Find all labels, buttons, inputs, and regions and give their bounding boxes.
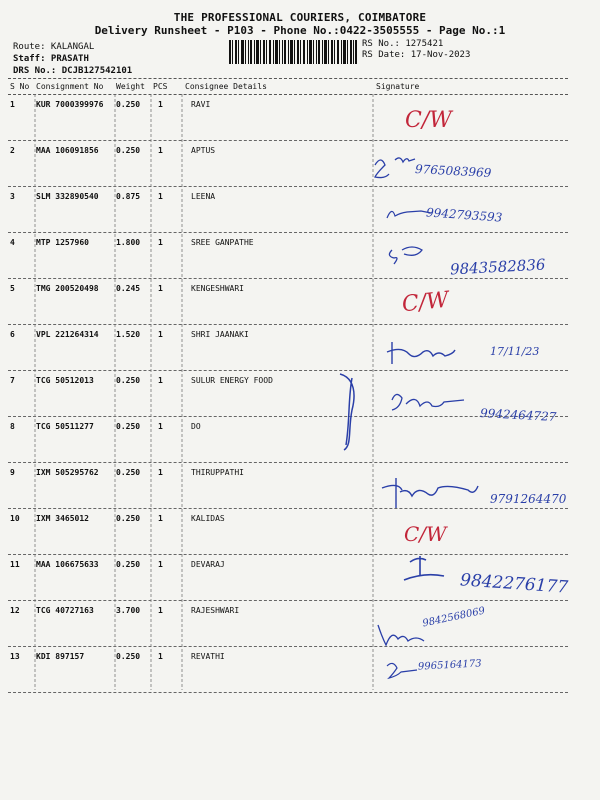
row-consignment: TMG 200520498 xyxy=(36,284,99,293)
signature-2 xyxy=(375,158,415,178)
row-consignee: LEENA xyxy=(191,192,216,201)
row-consignee: KENGESHWARI xyxy=(191,284,244,293)
handwriting-r1: C/W xyxy=(405,108,452,133)
row-consignee: APTUS xyxy=(191,146,216,155)
route-label: Route: KALANGAL xyxy=(13,42,95,52)
row-sno: 2 xyxy=(10,146,15,155)
row-sno: 10 xyxy=(10,514,20,523)
row-consignment: VPL 221264314 xyxy=(36,330,99,339)
row-consignment: TCG 40727163 xyxy=(36,606,94,615)
row-consignment: MAA 106091856 xyxy=(36,146,99,155)
row-weight: 0.250 xyxy=(116,560,141,569)
row-consignment: MAA 106675633 xyxy=(36,560,99,569)
row-weight: 0.245 xyxy=(116,284,141,293)
row-weight: 0.250 xyxy=(116,652,141,661)
row-sno: 13 xyxy=(10,652,20,661)
row-sno: 12 xyxy=(10,606,20,615)
rs-number: RS No.: 1275421 xyxy=(362,39,444,49)
row-pcs: 1 xyxy=(158,376,163,385)
row-pcs: 1 xyxy=(158,284,163,293)
row-pcs: 1 xyxy=(158,606,163,615)
row-consignee: DEVARAJ xyxy=(191,560,225,569)
col-consignee: Consignee Details xyxy=(185,82,267,91)
row-weight: 0.250 xyxy=(116,100,141,109)
row-sno: 6 xyxy=(10,330,15,339)
row-consignment: IXM 3465012 xyxy=(36,514,89,523)
handwriting-r9: 9791264470 xyxy=(490,492,567,506)
row-pcs: 1 xyxy=(158,238,163,247)
handwriting-r11: 9842276177 xyxy=(459,570,569,598)
row-consignment: TCG 50511277 xyxy=(36,422,94,431)
handwriting-r10: C/W xyxy=(404,522,447,546)
col-consignment: Consignment No xyxy=(36,82,104,91)
handwriting-r5: C/W xyxy=(400,287,451,318)
row-consignee: REVATHI xyxy=(191,652,225,661)
row-weight: 0.250 xyxy=(116,468,141,477)
row-weight: 0.875 xyxy=(116,192,141,201)
row-consignee: DO xyxy=(191,422,201,431)
signature-3 xyxy=(387,211,431,218)
row-pcs: 1 xyxy=(158,330,163,339)
row-weight: 0.250 xyxy=(116,146,141,155)
row-pcs: 1 xyxy=(158,422,163,431)
row-consignment: KDI 897157 xyxy=(36,652,85,661)
runsheet-subtitle: Delivery Runsheet - P103 - Phone No.:0422-3505555 - Page No.:1 xyxy=(94,24,506,37)
signature-11 xyxy=(404,556,444,580)
row-sno: 4 xyxy=(10,238,15,247)
col-signature: Signature xyxy=(376,82,420,91)
col-weight: Weight xyxy=(116,82,145,91)
row-consignee: RAJESHWARI xyxy=(191,606,240,615)
handwriting-r3: 9942793593 xyxy=(425,205,503,225)
row-sno: 5 xyxy=(10,284,15,293)
row-consignment: MTP 1257960 xyxy=(36,238,89,247)
row-consignment: TCG 50512013 xyxy=(36,376,94,385)
signature-9 xyxy=(382,478,478,508)
row-sno: 1 xyxy=(10,100,15,109)
signature-13 xyxy=(387,663,417,678)
row-pcs: 1 xyxy=(158,100,163,109)
row-pcs: 1 xyxy=(158,192,163,201)
row-consignee: KALIDAS xyxy=(191,514,225,523)
row-consignee: SREE GANPATHE xyxy=(191,238,254,247)
company-title: THE PROFESSIONAL COURIERS, COIMBATORE xyxy=(173,11,427,24)
row-sno: 9 xyxy=(10,468,15,477)
row-sno: 11 xyxy=(10,560,20,569)
handwriting-r7: 9942464727 xyxy=(479,406,557,424)
staff-label: Staff: PRASATH xyxy=(13,54,89,64)
bracket-mark xyxy=(340,374,354,450)
handwriting-r4: 9843582836 xyxy=(449,255,546,279)
signature-6 xyxy=(387,342,455,364)
signature-4 xyxy=(389,247,422,264)
rs-date: RS Date: 17-Nov-2023 xyxy=(362,50,471,60)
row-consignee: SULUR ENERGY FOOD xyxy=(191,376,273,385)
row-sno: 7 xyxy=(10,376,15,385)
row-consignment: KUR 7000399976 xyxy=(36,100,104,109)
handwriting-r6: 17/11/23 xyxy=(490,345,540,358)
row-weight: 1.800 xyxy=(116,238,141,247)
row-consignee: THIRUPPATHI xyxy=(191,468,244,477)
row-consignment: SLM 332890540 xyxy=(36,192,99,201)
row-weight: 0.250 xyxy=(116,376,141,385)
col-pcs: PCS xyxy=(153,82,168,91)
row-weight: 1.520 xyxy=(116,330,141,339)
handwriting-r13: 9965164173 xyxy=(417,658,482,673)
row-weight: 3.700 xyxy=(116,606,141,615)
row-weight: 0.250 xyxy=(116,514,141,523)
signature-7 xyxy=(392,394,464,410)
row-pcs: 1 xyxy=(158,560,163,569)
row-consignment: IXM 505295762 xyxy=(36,468,99,477)
drs-label: DRS No.: DCJB127542101 xyxy=(13,66,133,76)
row-sno: 8 xyxy=(10,422,15,431)
row-pcs: 1 xyxy=(158,514,163,523)
handwriting-r2: 9765083969 xyxy=(414,162,492,180)
row-pcs: 1 xyxy=(158,468,163,477)
row-sno: 3 xyxy=(10,192,15,201)
row-weight: 0.250 xyxy=(116,422,141,431)
row-pcs: 1 xyxy=(158,146,163,155)
row-pcs: 1 xyxy=(158,652,163,661)
row-consignee: RAVI xyxy=(191,100,211,109)
signature-12 xyxy=(378,625,424,645)
row-consignee: SHRI JAANAKI xyxy=(191,330,249,339)
col-sno: S No xyxy=(10,82,30,91)
handwriting-r12: 9842568069 xyxy=(421,605,487,630)
